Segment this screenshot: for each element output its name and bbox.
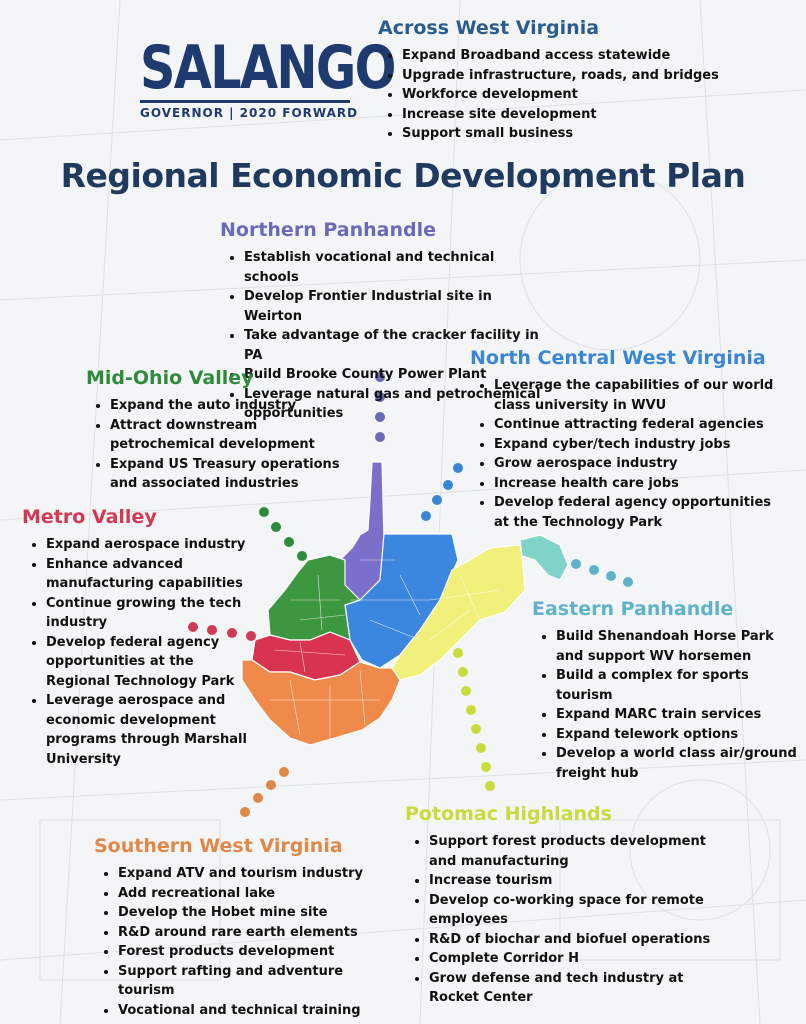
list-item: • Build Brooke County Power Plant bbox=[244, 365, 550, 385]
list-item: • Leverage aerospace and economic development programs through Marshall University bbox=[46, 691, 252, 769]
region-across-wv bbox=[378, 16, 719, 144]
list-item: • Leverage the capabilities of our world class university in WVU bbox=[494, 376, 790, 415]
list-item: • Develop federal agency opportunities at the Technology Park bbox=[494, 493, 790, 532]
north-central-connector-dots bbox=[421, 463, 463, 521]
list-item: • Expand telework options bbox=[556, 725, 802, 745]
list-item: • Increase site development bbox=[402, 105, 719, 125]
list-item: • Forest products development bbox=[118, 942, 394, 962]
list-item: • Add recreational lake bbox=[118, 884, 394, 904]
region-eastern-panhandle bbox=[532, 597, 802, 783]
list-item: • Establish vocational and technical schools bbox=[244, 248, 550, 287]
list-item: • Complete Corridor H bbox=[429, 949, 715, 969]
list-item: • Build Shenandoah Horse Park and support WV horsemen bbox=[556, 627, 802, 666]
list-item: • Upgrade infrastructure, roads, and bridges bbox=[402, 66, 719, 86]
list-item: • Expand the auto industry bbox=[110, 396, 356, 416]
logo-name-part1: SALAN bbox=[140, 33, 316, 103]
region-heading: Potomac Highlands bbox=[405, 803, 612, 825]
list-item: • Support small business bbox=[402, 124, 719, 144]
region-list bbox=[405, 832, 715, 1008]
list-item: • Grow defense and tech industry at Rocket Center bbox=[429, 969, 715, 1008]
region-metro-valley bbox=[22, 505, 252, 769]
region-heading: Eastern Panhandle bbox=[532, 598, 734, 620]
list-item: • Grow aerospace industry bbox=[494, 454, 790, 474]
list-item: • Develop Frontier Industrial site in Weirton bbox=[244, 287, 550, 326]
mid-ohio-connector-dots bbox=[259, 507, 307, 561]
list-item: • Expand Broadband access statewide bbox=[402, 46, 719, 66]
list-item: • Expand US Treasury operations and associated industries bbox=[110, 455, 356, 494]
region-mid-ohio-valley bbox=[86, 366, 356, 494]
list-item: • Take advantage of the cracker facility in PA bbox=[244, 326, 550, 365]
logo-name-part2: GO bbox=[315, 33, 395, 103]
list-item: • Develop a world class air/ground freight hub bbox=[556, 744, 802, 783]
southern-connector-dots bbox=[240, 767, 289, 817]
list-item: • Expand aerospace industry bbox=[46, 535, 252, 555]
list-item: • Continue attracting federal agencies bbox=[494, 415, 790, 435]
list-item: • Workforce development bbox=[402, 85, 719, 105]
logo-subtitle: GOVERNOR | 2020 FORWARD bbox=[140, 106, 359, 120]
region-list bbox=[470, 376, 790, 532]
region-list bbox=[532, 627, 802, 783]
list-item: • Continue growing the tech industry bbox=[46, 594, 252, 633]
list-item: • Develop the Hobet mine site bbox=[118, 903, 394, 923]
potomac-connector-dots bbox=[453, 648, 495, 791]
list-item: • Enhance advanced manufacturing capabilities bbox=[46, 555, 252, 594]
region-north-central bbox=[470, 346, 790, 532]
list-item: • Expand cyber/tech industry jobs bbox=[494, 435, 790, 455]
region-heading: Mid-Ohio Valley bbox=[86, 367, 254, 389]
list-item: • Develop co-working space for remote employees bbox=[429, 891, 715, 930]
region-heading: Northern Panhandle bbox=[220, 219, 436, 241]
list-item: • R&D of biochar and biofuel operations bbox=[429, 930, 715, 950]
region-southern-wv bbox=[94, 834, 394, 1020]
region-list bbox=[22, 535, 252, 769]
eastern-connector-dots bbox=[571, 559, 633, 587]
region-potomac-highlands bbox=[405, 802, 715, 1008]
list-item: • R&D around rare earth elements bbox=[118, 923, 394, 943]
list-item: • Expand ATV and tourism industry bbox=[118, 864, 394, 884]
region-heading: Southern West Virginia bbox=[94, 835, 343, 857]
region-list bbox=[378, 46, 719, 144]
page-title: Regional Economic Development Plan bbox=[60, 156, 746, 195]
list-item: • Support forest products development and manufacturing bbox=[429, 832, 715, 871]
list-item: • Build a complex for sports tourism bbox=[556, 666, 802, 705]
list-item: • Attract downstream petrochemical development bbox=[110, 416, 356, 455]
list-item: • Leverage natural gas and petrochemical opportunities bbox=[244, 385, 550, 424]
region-list bbox=[94, 864, 394, 1020]
list-item: • Develop federal agency opportunities at the Regional Technology Park bbox=[46, 633, 252, 692]
region-heading: Metro Valley bbox=[22, 506, 157, 528]
region-heading: Across West Virginia bbox=[378, 17, 600, 39]
list-item: • Increase health care jobs bbox=[494, 474, 790, 494]
list-item: • Vocational and technical training bbox=[118, 1001, 394, 1021]
list-item: • Support rafting and adventure tourism bbox=[118, 962, 394, 1001]
region-heading: North Central West Virginia bbox=[470, 347, 766, 369]
region-list bbox=[86, 396, 356, 494]
eastern-panhandle-region bbox=[520, 535, 568, 580]
list-item: • Expand MARC train services bbox=[556, 705, 802, 725]
list-item: • Increase tourism bbox=[429, 871, 715, 891]
